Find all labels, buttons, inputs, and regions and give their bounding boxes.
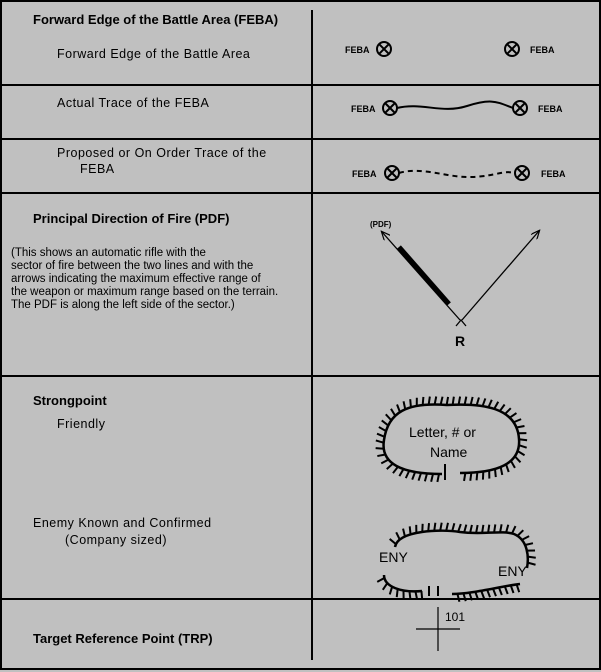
enemy-tag: ENY [498, 563, 527, 579]
trp-section-title: Target Reference Point (TRP) [33, 631, 213, 646]
obstacle-tick [383, 583, 388, 590]
obstacle-tick [488, 400, 491, 407]
obstacle-tick [525, 543, 533, 545]
obstacle-tick [447, 397, 448, 405]
weapon-position-caret-icon [456, 320, 466, 326]
obstacle-tick [459, 397, 460, 405]
obstacle-tick [431, 474, 433, 482]
obstacle-tick [528, 557, 536, 558]
feba-section-title: Forward Edge of the Battle Area (FEBA) [33, 12, 278, 27]
obstacle-tick [390, 587, 392, 595]
feba-row-label: Forward Edge of the Battle Area [57, 47, 250, 61]
obstacle-tick [406, 471, 409, 478]
obstacle-tick [397, 404, 400, 412]
feba-tag: FEBA [345, 45, 370, 55]
obstacle-tick [376, 448, 384, 449]
obstacle-tick [500, 524, 502, 532]
obstacle-tick [493, 589, 496, 597]
obstacle-tick [434, 523, 435, 531]
obstacle-tick [487, 590, 490, 598]
obstacle-tick [390, 539, 396, 544]
obstacle-tick [453, 397, 454, 405]
obstacle-tick [471, 397, 473, 405]
pdf-explanation-note: (This shows an automatic rifle with the sector of fire between the two lines and with the arrows indicating the maximum effective range of the weapon or maximum range based on the terrain. The PDF is along the left side of the sector.) [11, 247, 278, 312]
obstacle-tick [391, 409, 395, 416]
obstacle-tick [470, 473, 471, 481]
obstacle-tick [379, 427, 386, 431]
obstacle-tick [382, 420, 388, 425]
obstacle-tick [511, 461, 515, 468]
obstacle-tick [376, 440, 384, 442]
feba-tag: FEBA [541, 169, 566, 179]
obstacle-tick [528, 563, 536, 565]
obstacle-tick [499, 587, 502, 595]
obstacle-tick [377, 454, 385, 456]
obstacle-tick [403, 529, 405, 537]
obstacle-tick [522, 536, 529, 540]
feba-actual-trace-symbol [351, 101, 563, 115]
obstacle-tick [494, 402, 498, 409]
obstacle-tick [457, 594, 459, 602]
obstacle-tick [518, 451, 525, 455]
sector-right-limit [462, 231, 539, 320]
obstacle-tick [511, 585, 514, 593]
obstacle-tick [506, 464, 509, 472]
obstacle-tick [519, 445, 527, 448]
obstacle-tick [464, 525, 466, 533]
obstacle-tick [494, 524, 495, 532]
obstacle-tick [429, 397, 430, 405]
obstacle-tick [428, 523, 429, 531]
obstacle-tick [510, 413, 517, 418]
feba-symbol [345, 42, 555, 56]
obstacle-tick [481, 591, 484, 599]
feba-x-circle-icon [513, 101, 527, 115]
enemy-strongpoint-symbol [377, 523, 536, 602]
strongpoint-enemy-label-cont: (Company sized) [65, 533, 167, 547]
feba-tag: FEBA [538, 104, 563, 114]
obstacle-tick [441, 397, 443, 405]
obstacle-tick [515, 456, 521, 462]
strongpoint-friendly-label: Friendly [57, 417, 105, 431]
obstacle-tick [483, 398, 486, 406]
feba-x-circle-icon [515, 166, 529, 180]
obstacle-tick [425, 473, 427, 481]
feba-proposed-trace-label: Proposed or On Order Trace of the [57, 146, 267, 160]
obstacle-tick [399, 469, 403, 476]
obstacle-tick [423, 397, 424, 405]
obstacle-tick [506, 525, 508, 533]
obstacle-tick [386, 414, 392, 420]
feba-x-circle-icon [505, 42, 519, 56]
obstacle-tick [377, 434, 385, 437]
obstacle-tick [505, 586, 508, 594]
obstacle-tick [495, 469, 496, 477]
obstacle-tick [410, 399, 411, 407]
pdf-section-title: Principal Direction of Fire (PDF) [33, 211, 229, 226]
obstacle-tick [477, 472, 478, 480]
feba-proposed-trace-symbol [352, 166, 566, 180]
feba-tag: FEBA [530, 45, 555, 55]
obstacle-tick [475, 592, 478, 600]
obstacle-tick [517, 530, 523, 536]
obstacle-tick [465, 397, 467, 405]
pdf-tag: (PDF) [370, 220, 392, 229]
feba-proposed-trace-line [399, 171, 515, 177]
obstacle-tick [381, 460, 388, 464]
obstacle-tick [464, 473, 465, 481]
obstacle-tick [517, 584, 520, 592]
obstacle-tick [387, 464, 393, 469]
sector-left-limit [382, 232, 460, 320]
friendly-strongpoint-text-cont: Name [430, 444, 468, 460]
obstacle-tick [419, 473, 421, 481]
feba-x-circle-icon [377, 42, 391, 56]
obstacle-tick [488, 525, 489, 533]
symbol-drawings [2, 2, 601, 672]
pdf-emphasis-bar [399, 247, 449, 304]
obstacle-tick [463, 593, 465, 601]
friendly-strongpoint-text: Letter, # or [409, 424, 476, 440]
feba-tag: FEBA [351, 104, 376, 114]
obstacle-tick [452, 523, 454, 531]
obstacle-tick [516, 426, 524, 428]
obstacle-tick [412, 472, 415, 480]
obstacle-tick [477, 398, 479, 406]
feba-actual-trace-line [397, 102, 513, 109]
obstacle-tick [482, 525, 483, 533]
obstacle-tick [514, 419, 522, 422]
obstacle-tick [397, 589, 398, 597]
obstacle-tick [512, 526, 515, 533]
strongpoint-section-title: Strongpoint [33, 393, 107, 408]
obstacle-tick [377, 578, 384, 582]
trp-symbol [416, 607, 465, 651]
feba-actual-trace-label: Actual Trace of the FEBA [57, 96, 209, 110]
trp-number: 101 [445, 610, 465, 624]
obstacle-tick [458, 524, 461, 532]
pdf-symbol [370, 220, 539, 349]
obstacle-tick [519, 439, 527, 440]
obstacle-tick [421, 591, 422, 599]
obstacle-tick [409, 591, 410, 599]
obstacle-tick [469, 593, 472, 601]
obstacle-tick [505, 408, 511, 414]
feba-tag: FEBA [352, 169, 377, 179]
obstacle-tick [404, 401, 406, 409]
friendly-strongpoint-symbol [376, 396, 527, 481]
obstacle-tick [500, 404, 505, 411]
feba-proposed-trace-label-cont: FEBA [80, 162, 115, 176]
feba-x-circle-icon [385, 166, 399, 180]
strongpoint-enemy-label: Enemy Known and Confirmed [33, 516, 212, 530]
obstacle-tick [501, 467, 503, 475]
obstacle-tick [410, 526, 411, 534]
obstacle-tick [393, 467, 398, 473]
enemy-tag: ENY [379, 549, 408, 565]
feba-x-circle-icon [383, 101, 397, 115]
weapon-letter: R [455, 333, 465, 349]
obstacle-tick [396, 532, 400, 539]
